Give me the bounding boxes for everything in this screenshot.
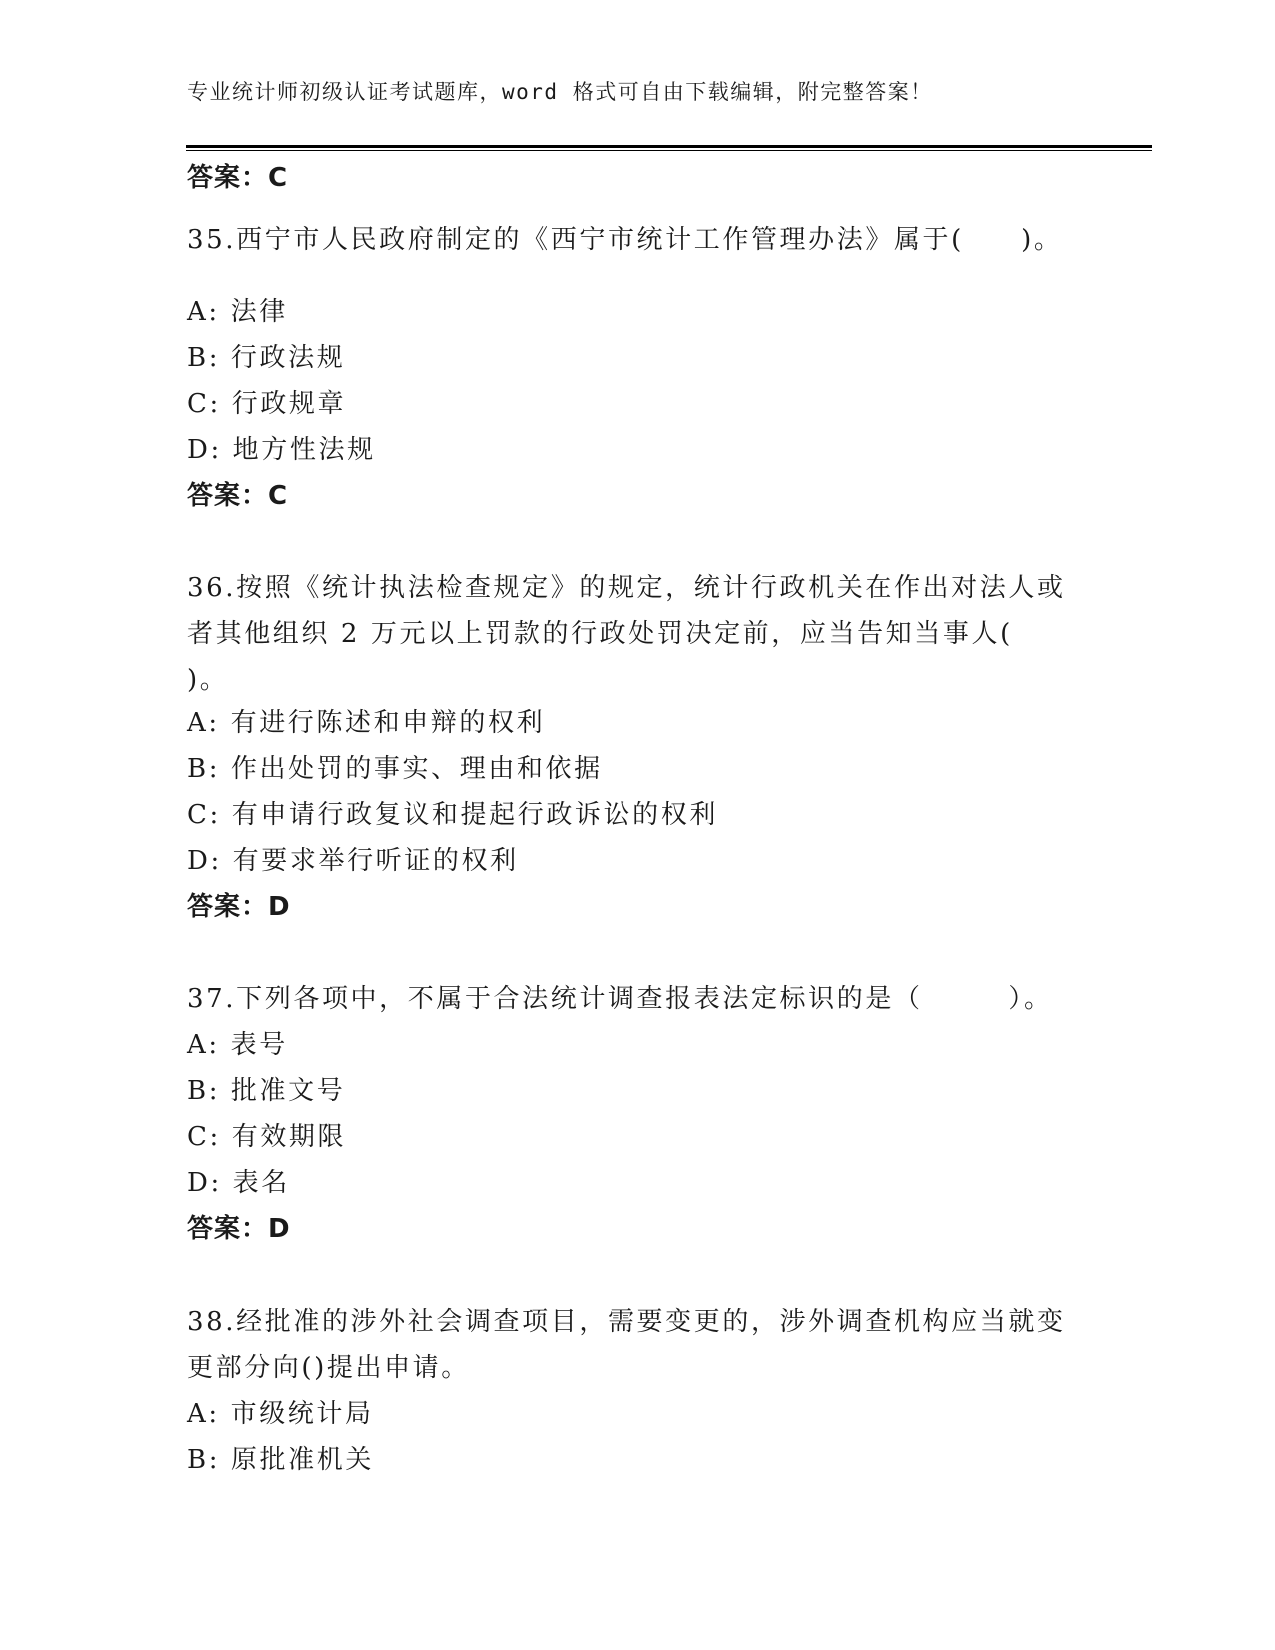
question-37-option-a: A: 表号	[187, 1030, 288, 1060]
header-rule-thick	[186, 145, 1152, 148]
question-35-option-b: B: 行政法规	[187, 343, 346, 373]
question-38-stem-line2: 更部分向()提出申请。	[187, 1353, 470, 1383]
question-38-stem-line1: 38.经批准的涉外社会调查项目，需要变更的，涉外调查机构应当就变	[187, 1307, 1066, 1337]
question-35-option-a: A: 法律	[187, 297, 288, 327]
question-36-option-c: C: 有申请行政复议和提起行政诉讼的权利	[187, 800, 718, 830]
question-36-answer: 答案：D	[187, 892, 291, 922]
question-36-option-a: A: 有进行陈述和申辩的权利	[187, 708, 546, 738]
question-38-option-a: A: 市级统计局	[187, 1399, 374, 1429]
header-rule-thin	[186, 150, 1152, 151]
question-35-stem: 35.西宁市人民政府制定的《西宁市统计工作管理办法》属于( )。	[187, 225, 1063, 255]
question-38-option-b: B: 原批准机关	[187, 1445, 374, 1475]
question-37-option-b: B: 批准文号	[187, 1076, 346, 1106]
question-35-option-d: D: 地方性法规	[187, 435, 376, 465]
answer-34: 答案：C	[187, 163, 289, 193]
question-37-answer: 答案：D	[187, 1214, 291, 1244]
page-header-text: 专业统计师初级认证考试题库，word 格式可自由下载编辑，附完整答案！	[187, 80, 933, 104]
question-36-option-d: D: 有要求举行听证的权利	[187, 846, 519, 876]
question-35-answer: 答案：C	[187, 481, 289, 511]
question-36-stem-line3: )。	[187, 665, 229, 695]
question-37-option-c: C: 有效期限	[187, 1122, 347, 1152]
question-37-stem: 37.下列各项中，不属于合法统计调查报表法定标识的是（ ）。	[187, 984, 1053, 1014]
question-35-option-c: C: 行政规章	[187, 389, 347, 419]
question-36-stem-line1: 36.按照《统计执法检查规定》的规定，统计行政机关在作出对法人或	[187, 573, 1066, 603]
question-36-option-b: B: 作出处罚的事实、理由和依据	[187, 754, 603, 784]
question-36-stem-line2: 者其他组织 2 万元以上罚款的行政处罚决定前，应当告知当事人(	[187, 619, 1013, 649]
question-37-option-d: D: 表名	[187, 1168, 290, 1198]
